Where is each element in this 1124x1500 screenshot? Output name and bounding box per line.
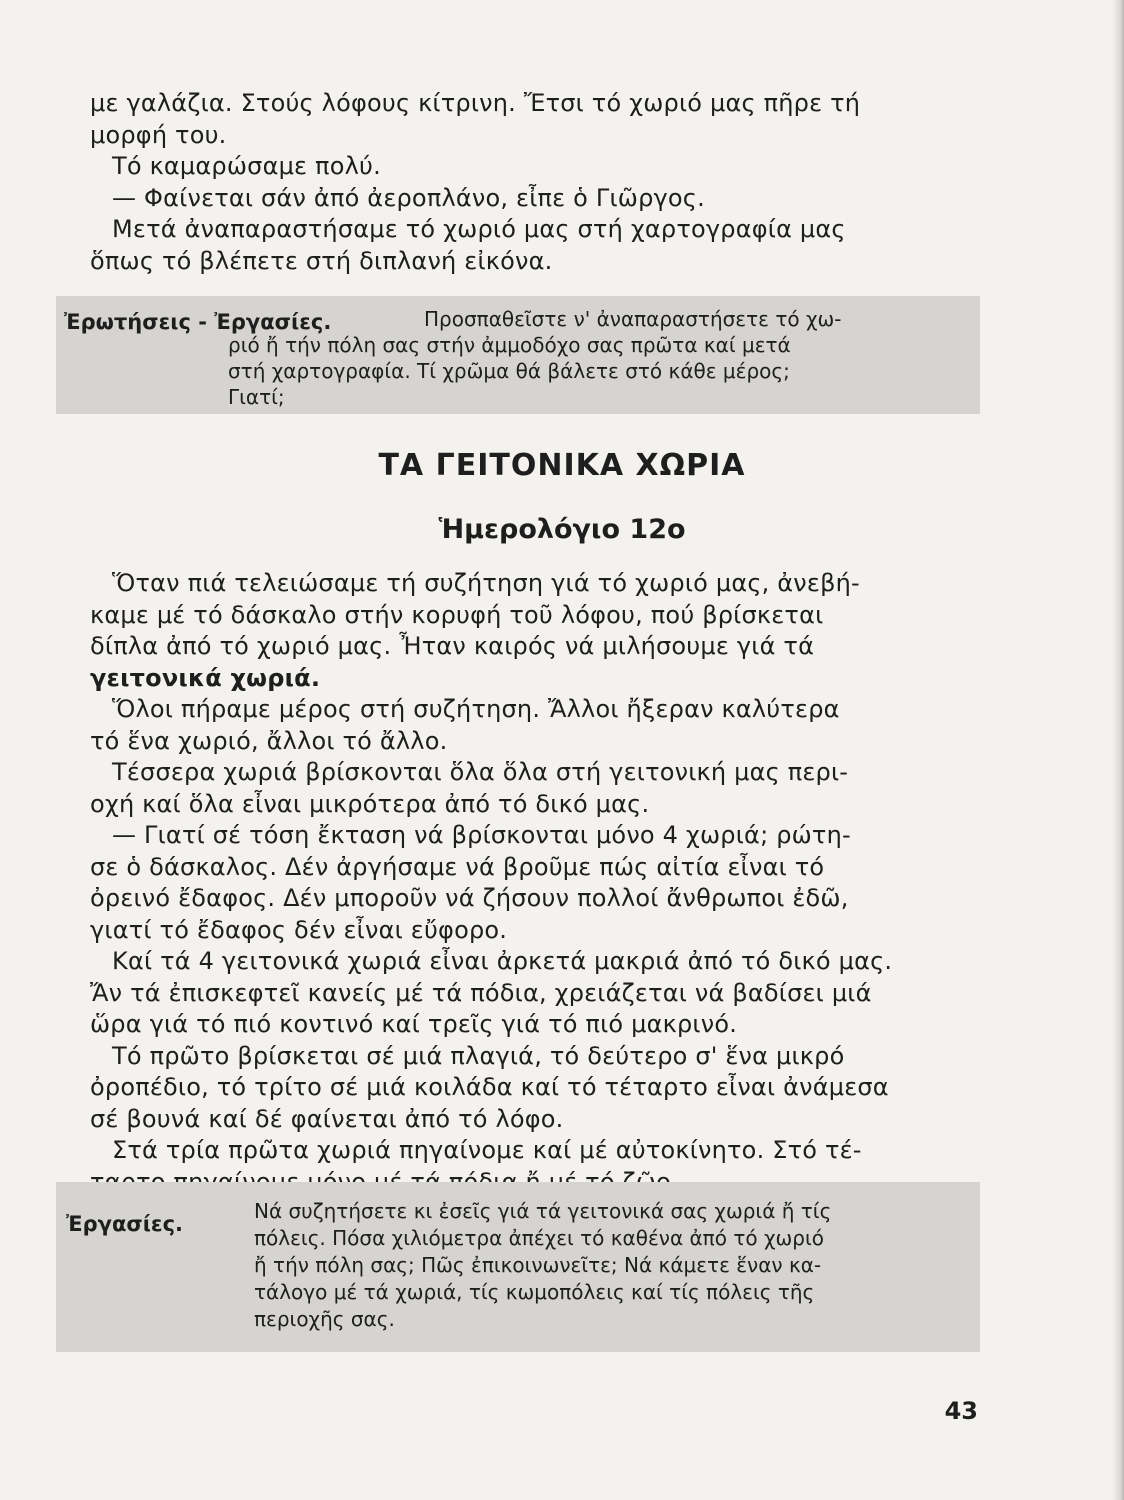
tasks-box-line: Νά συζητήσετε κι ἐσεῖς γιά τά γειτονικά σας χωριά ἤ τίς <box>254 1199 832 1223</box>
tasks-box-label: Ἐργασίες. <box>66 1212 184 1236</box>
questions-box-text-first <box>424 306 841 332</box>
body-paragraph <box>90 568 980 1198</box>
tasks-box-line: ἤ τήν πόλη σας; Πῶς ἐπικοινωνεῖτε; Νά κάμετε ἕναν κα- <box>254 1253 822 1277</box>
body-line: Ὅταν πιά τελειώσαμε τή συζήτηση γιά τό χωριό μας, ἀνεβή- <box>112 569 860 597</box>
body-line: οχή καί ὅλα εἶναι μικρότερα ἀπό τό δικό μας. <box>90 789 650 818</box>
intro-line: Τό καμαρώσαμε πολύ. <box>112 152 381 180</box>
body-line: τό ἕνα χωριό, ἄλλοι τό ἄλλο. <box>90 726 448 755</box>
intro-line: με γαλάζια. Στούς λόφους κίτρινη. Ἔτσι τό χωριό μας πῆρε τή <box>90 89 861 117</box>
intro-paragraph <box>90 88 980 277</box>
intro-line: Μετά ἀναπαραστήσαμε τό χωριό μας στή χαρτογραφία μας <box>112 215 846 243</box>
body-bold-term: γειτονικά χωριά. <box>90 663 321 692</box>
body-line: καμε μέ τό δάσκαλο στήν κορυφή τοῦ λόφου, πού βρίσκεται <box>90 600 824 629</box>
body-line: Τό πρῶτο βρίσκεται σέ μιά πλαγιά, τό δεύτερο σ' ἕνα μικρό <box>112 1041 845 1070</box>
tasks-box-line: τάλογο μέ τά χωριά, τίς κωμοπόλεις καί τίς πόλεις τῆς <box>254 1280 815 1304</box>
questions-box <box>56 296 980 414</box>
tasks-box-text <box>254 1198 831 1333</box>
body-line: Στά τρία πρῶτα χωριά πηγαίνομε καί μέ αὐτοκίνητο. Στό τέ- <box>112 1136 862 1164</box>
body-line: ὀρεινό ἔδαφος. Δέν μποροῦν νά ζήσουν πολλοί ἄνθρωποι ἐδῶ, <box>90 884 849 912</box>
body-line: γιατί τό ἔδαφος δέν εἶναι εὔφορο. <box>90 915 508 944</box>
page-edge-shadow <box>1112 0 1124 1500</box>
intro-line: — Φαίνεται σάν ἀπό ἀεροπλάνο, εἶπε ὁ Γιῶργος. <box>112 183 705 212</box>
tasks-box-line: πόλεις. Πόσα χιλιόμετρα ἀπέχει τό καθένα ἀπό τό χωριό <box>254 1226 824 1250</box>
questions-box-line: Γιατί; <box>228 385 285 409</box>
section-title: ΤΑ ΓΕΙΤΟΝΙΚΑ ΧΩΡΙΑ <box>378 448 746 483</box>
body-line: — Γιατί σέ τόση ἔκταση νά βρίσκονται μόνο 4 χωριά; ρώτη- <box>112 821 851 849</box>
questions-box-line: ριό ἤ τήν πόλη σας στήν ἀμμοδόχο σας πρῶτα καί μετά <box>228 333 791 357</box>
questions-box-label: Ἐρωτήσεις - Ἐργασίες. <box>64 310 332 334</box>
questions-box-line: Προσπαθεῖστε ν' ἀναπαραστήσετε τό χω- <box>424 307 842 331</box>
body-line: Τέσσερα χωριά βρίσκονται ὅλα ὅλα στή γειτονική μας περι- <box>112 758 849 786</box>
body-line: ὥρα γιά τό πιό κοντινό καί τρεῖς γιά τό πιό μακρινό. <box>90 1010 738 1038</box>
page-number: 43 <box>944 1397 978 1425</box>
intro-line: ὅπως τό βλέπετε στή διπλανή εἰκόνα. <box>90 246 553 275</box>
body-line: δίπλα ἀπό τό χωριό μας. Ἦταν καιρός νά μιλήσουμε γιά τά <box>90 632 815 660</box>
diary-title: Ἡμερολόγιο 12ο <box>438 514 686 545</box>
body-line: Ὅλοι πήραμε μέρος στή συζήτηση. Ἄλλοι ἤξεραν καλύτερα <box>112 695 840 723</box>
body-line: σέ βουνά καί δέ φαίνεται ἀπό τό λόφο. <box>90 1104 564 1133</box>
body-line: Καί τά 4 γειτονικά χωριά εἶναι ἀρκετά μακριά ἀπό τό δικό μας. <box>112 947 893 975</box>
body-line: σε ὁ δάσκαλος. Δέν ἀργήσαμε νά βροῦμε πώς αἰτία εἶναι τό <box>90 852 825 881</box>
tasks-box <box>56 1182 980 1352</box>
intro-line: μορφή του. <box>90 120 227 149</box>
tasks-box-line: περιοχῆς σας. <box>254 1307 395 1331</box>
body-line: Ἄν τά ἐπισκεφτεῖ κανείς μέ τά πόδια, χρειάζεται νά βαδίσει μιά <box>90 978 872 1007</box>
questions-box-text-rest <box>228 332 791 410</box>
body-line: ὀροπέδιο, τό τρίτο σέ μιά κοιλάδα καί τό τέταρτο εἶναι ἀνάμεσα <box>90 1073 889 1101</box>
questions-box-line: στή χαρτογραφία. Τί χρῶμα θά βάλετε στό κάθε μέρος; <box>228 359 790 383</box>
